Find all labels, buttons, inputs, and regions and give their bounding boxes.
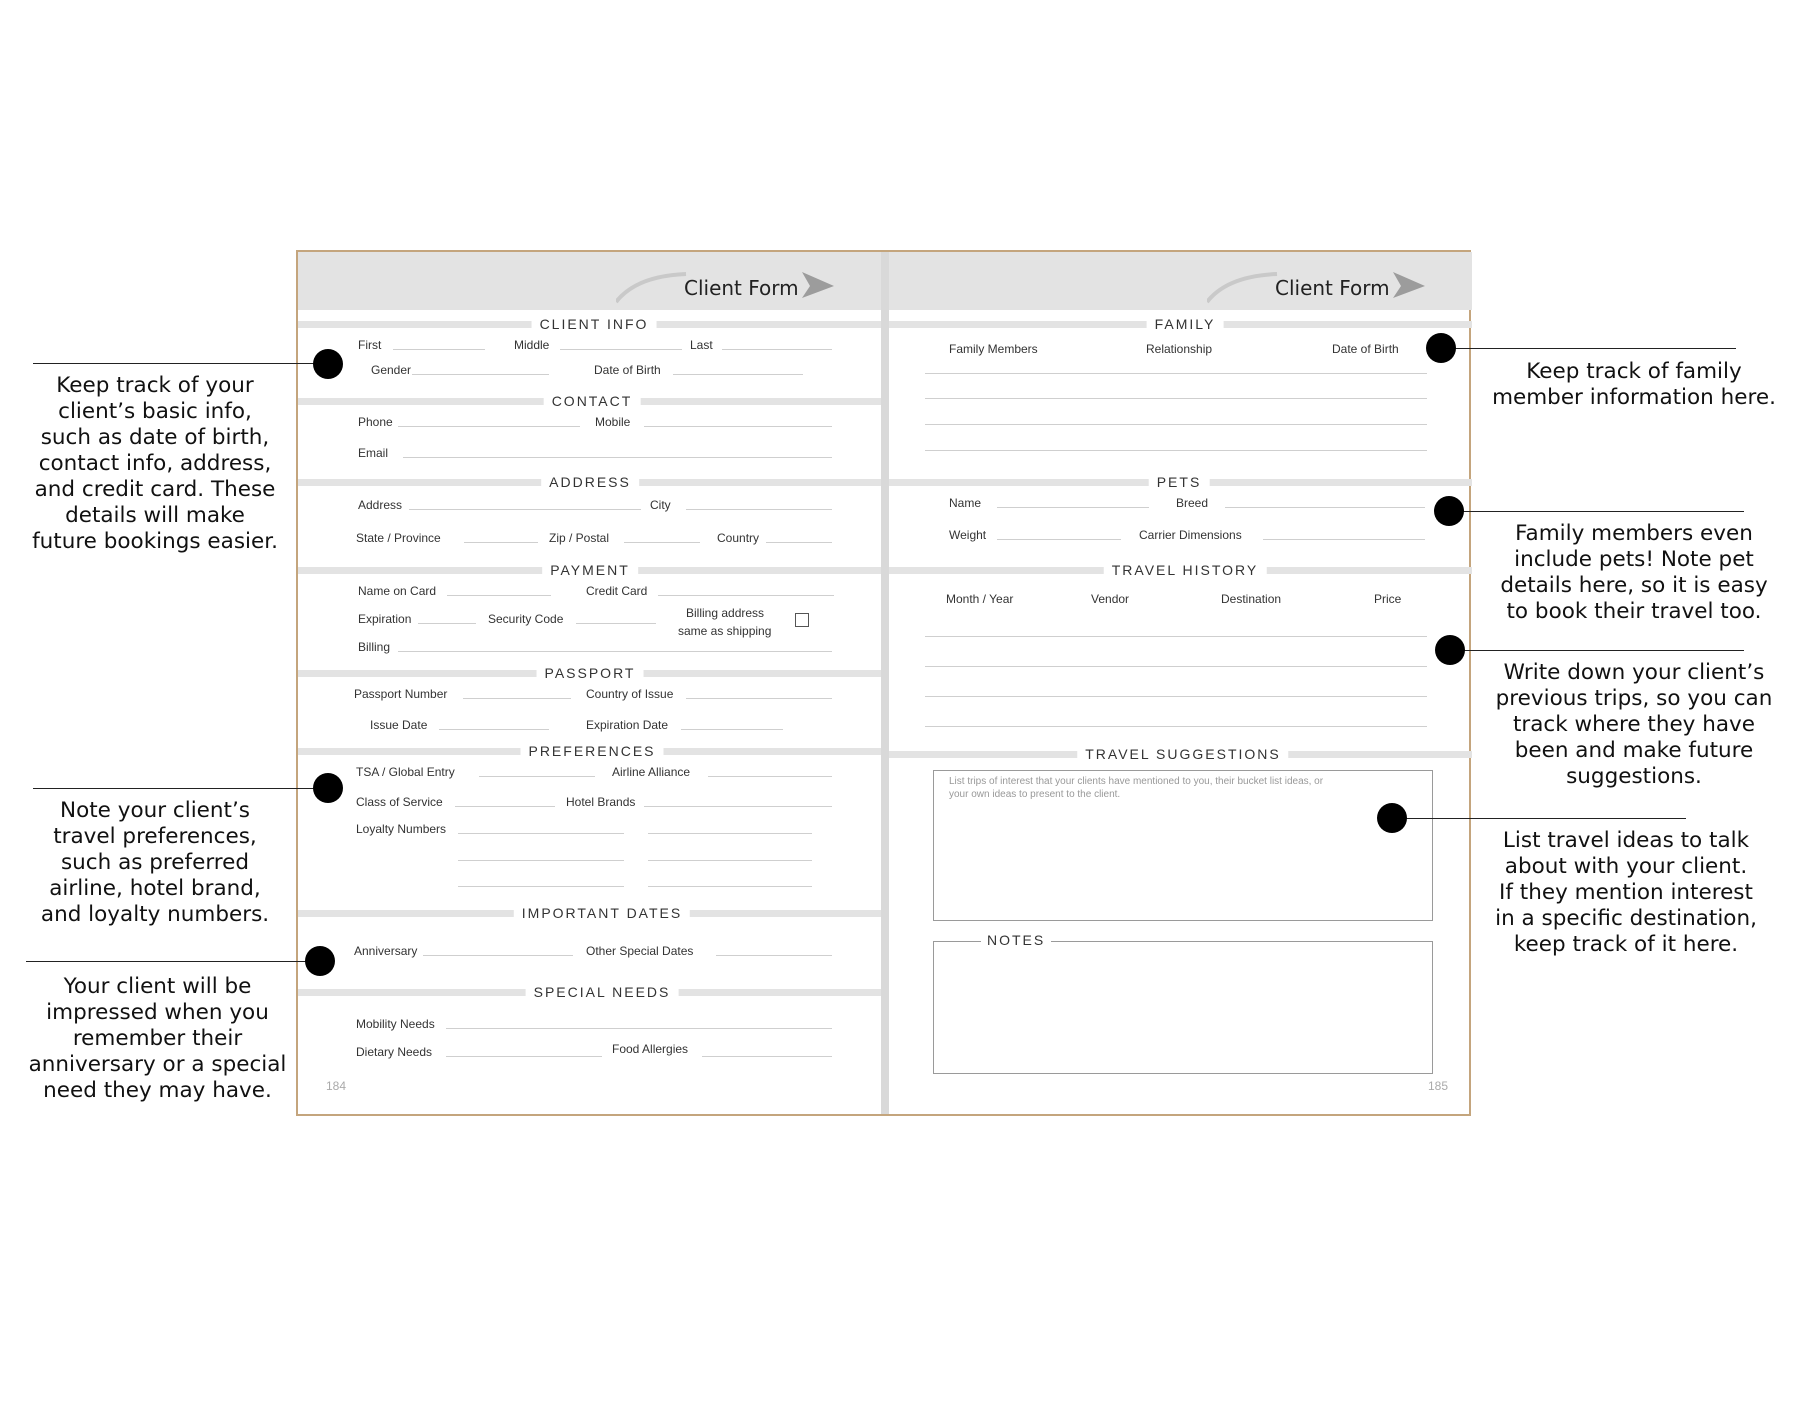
planner-spread <box>296 250 1471 1116</box>
annotation-preferences: Note your client’s travel preferences, such as preferred airline, hotel brand, and loyalty numbers. <box>40 798 270 927</box>
page-number: 185 <box>1428 1079 1449 1093</box>
family-row-3[interactable] <box>925 424 1427 425</box>
annotation-special-dates: Your client will be impressed when you remember their anniversary or a special need they may have. <box>28 974 287 1103</box>
label-tsa: TSA / Global Entry <box>356 765 455 779</box>
pointer-line-pets <box>1449 511 1744 512</box>
label-destination: Destination <box>1221 592 1282 606</box>
field-anniversary[interactable] <box>423 955 573 956</box>
field-name-on-card[interactable] <box>447 595 551 596</box>
suggestions-hint-line1: List trips of interest that your clients have mentioned to you, their bucket list ideas, or <box>949 776 1324 787</box>
label-pet-name: Name <box>949 496 982 510</box>
label-phone: Phone <box>358 415 393 429</box>
label-country: Country <box>717 531 760 545</box>
travel-suggestions-box[interactable] <box>933 770 1433 921</box>
label-state: State / Province <box>356 531 441 545</box>
field-passport-expiration[interactable] <box>681 729 783 730</box>
book-gutter <box>881 252 889 1114</box>
label-passport-expiration: Expiration Date <box>586 718 669 732</box>
field-city[interactable] <box>686 509 832 510</box>
notes-title: NOTES <box>981 932 1051 948</box>
label-email: Email <box>358 446 389 460</box>
label-dietary-needs: Dietary Needs <box>356 1045 433 1059</box>
field-phone[interactable] <box>398 426 580 427</box>
callout-dot-suggestions <box>1377 803 1407 833</box>
label-dob: Date of Birth <box>594 363 661 377</box>
annotation-basic-info: Keep track of your client’s basic info, such as date of birth, contact info, address, and credit card. These details will make future bookings easier. <box>32 373 278 554</box>
field-dietary-needs[interactable] <box>446 1056 602 1057</box>
field-middle[interactable] <box>560 349 682 350</box>
section-payment: PAYMENT <box>298 562 881 578</box>
pointer-line-family <box>1441 348 1736 349</box>
field-security-code[interactable] <box>576 623 656 624</box>
field-billing[interactable] <box>398 651 832 652</box>
annotation-history: Write down your client’s previous trips, so you can track where they have been and make future suggestions. <box>1495 660 1773 789</box>
history-row-2[interactable] <box>925 666 1427 667</box>
section-passport: PASSPORT <box>298 665 881 681</box>
field-airline-alliance[interactable] <box>708 776 832 777</box>
field-credit-card[interactable] <box>658 595 834 596</box>
field-loyalty-1[interactable] <box>458 833 624 834</box>
field-mobile[interactable] <box>644 426 832 427</box>
label-billing-same-line1: Billing address <box>686 606 765 620</box>
label-expiration: Expiration <box>358 612 412 626</box>
page-header <box>889 252 1472 310</box>
family-row-2[interactable] <box>925 398 1427 399</box>
field-tsa[interactable] <box>479 776 595 777</box>
page-title: Client Form <box>1275 276 1390 300</box>
label-billing-same-line2: same as shipping <box>678 624 772 638</box>
label-weight: Weight <box>949 528 987 542</box>
label-family-dob: Date of Birth <box>1332 342 1399 356</box>
field-breed[interactable] <box>1225 507 1425 508</box>
label-price: Price <box>1374 592 1402 606</box>
label-food-allergies: Food Allergies <box>612 1042 689 1056</box>
history-row-3[interactable] <box>925 696 1427 697</box>
billing-same-checkbox[interactable] <box>795 613 809 627</box>
label-country-of-issue: Country of Issue <box>586 687 674 701</box>
field-loyalty-2[interactable] <box>648 833 812 834</box>
label-carrier-dimensions: Carrier Dimensions <box>1139 528 1242 542</box>
field-pet-name[interactable] <box>997 507 1149 508</box>
field-food-allergies[interactable] <box>702 1056 832 1057</box>
label-relationship: Relationship <box>1146 342 1213 356</box>
field-expiration[interactable] <box>418 623 476 624</box>
section-address: ADDRESS <box>298 474 881 490</box>
label-family-members: Family Members <box>949 342 1038 356</box>
field-hotel-brands[interactable] <box>644 806 832 807</box>
section-pets: PETS <box>889 474 1472 490</box>
left-page <box>298 252 881 1114</box>
field-last[interactable] <box>722 349 832 350</box>
field-loyalty-4[interactable] <box>648 860 812 861</box>
history-row-4[interactable] <box>925 726 1427 727</box>
pointer-line-preferences <box>33 788 329 789</box>
section-important-dates: IMPORTANT DATES <box>298 905 881 921</box>
field-loyalty-3[interactable] <box>458 860 624 861</box>
label-address: Address <box>358 498 403 512</box>
label-city: City <box>650 498 671 512</box>
section-travel-history: TRAVEL HISTORY <box>889 562 1472 578</box>
field-country-of-issue[interactable] <box>686 698 832 699</box>
callout-dot-special-dates <box>305 946 335 976</box>
callout-dot-history <box>1435 635 1465 665</box>
notes-box[interactable] <box>933 941 1433 1074</box>
field-zip[interactable] <box>624 542 700 543</box>
label-class-of-service: Class of Service <box>356 795 443 809</box>
label-month-year: Month / Year <box>946 592 1014 606</box>
field-issue-date[interactable] <box>439 729 549 730</box>
field-country[interactable] <box>766 542 832 543</box>
page-header <box>298 252 881 310</box>
family-row-4[interactable] <box>925 450 1427 451</box>
field-gender[interactable] <box>412 374 549 375</box>
label-credit-card: Credit Card <box>586 584 648 598</box>
field-weight[interactable] <box>997 539 1121 540</box>
family-row-1[interactable] <box>925 373 1427 374</box>
label-mobility-needs: Mobility Needs <box>356 1017 435 1031</box>
field-loyalty-5[interactable] <box>458 886 624 887</box>
label-other-special-dates: Other Special Dates <box>586 944 694 958</box>
field-state[interactable] <box>464 542 538 543</box>
field-address[interactable] <box>409 509 641 510</box>
field-first[interactable] <box>393 349 485 350</box>
annotation-suggestions: List travel ideas to talk about with your client. If they mention interest in a specific destination, keep track of it here. <box>1495 828 1757 957</box>
pointer-line-basic-info <box>33 363 329 364</box>
label-hotel-brands: Hotel Brands <box>566 795 636 809</box>
page-title: Client Form <box>684 276 799 300</box>
field-email[interactable] <box>403 457 832 458</box>
label-zip: Zip / Postal <box>549 531 610 545</box>
label-mobile: Mobile <box>595 415 631 429</box>
label-billing: Billing <box>358 640 391 654</box>
field-passport-number[interactable] <box>463 698 571 699</box>
suggestions-hint-line2: your own ideas to present to the client. <box>949 789 1121 800</box>
section-family: FAMILY <box>889 316 1472 332</box>
label-gender: Gender <box>371 363 412 377</box>
pointer-line-suggestions <box>1392 818 1686 819</box>
label-airline-alliance: Airline Alliance <box>612 765 691 779</box>
field-dob[interactable] <box>673 374 803 375</box>
section-client-info: CLIENT INFO <box>298 316 881 332</box>
section-travel-suggestions: TRAVEL SUGGESTIONS <box>889 746 1472 762</box>
label-anniversary: Anniversary <box>354 944 418 958</box>
section-contact: CONTACT <box>298 393 881 409</box>
label-loyalty-numbers: Loyalty Numbers <box>356 822 447 836</box>
label-name-on-card: Name on Card <box>358 584 437 598</box>
annotation-pets: Family members even include pets! Note pet details here, so it is easy to book their travel too. <box>1500 521 1768 624</box>
label-first: First <box>358 338 382 352</box>
label-security-code: Security Code <box>488 612 564 626</box>
field-loyalty-6[interactable] <box>648 886 812 887</box>
right-page <box>889 252 1472 1114</box>
history-row-1[interactable] <box>925 636 1427 637</box>
label-issue-date: Issue Date <box>370 718 428 732</box>
annotation-family: Keep track of family member information here. <box>1492 359 1776 410</box>
label-last: Last <box>690 338 713 352</box>
section-preferences: PREFERENCES <box>298 743 881 759</box>
pointer-line-special-dates <box>26 961 321 962</box>
callout-dot-family <box>1426 333 1456 363</box>
label-vendor: Vendor <box>1091 592 1130 606</box>
label-passport-number: Passport Number <box>354 687 448 701</box>
pointer-line-history <box>1450 650 1744 651</box>
callout-dot-basic-info <box>313 349 343 379</box>
field-mobility-needs[interactable] <box>446 1028 832 1029</box>
field-other-special-dates[interactable] <box>716 955 832 956</box>
callout-dot-pets <box>1434 496 1464 526</box>
field-class-of-service[interactable] <box>455 806 555 807</box>
callout-dot-preferences <box>313 773 343 803</box>
label-middle: Middle <box>514 338 550 352</box>
section-special-needs: SPECIAL NEEDS <box>298 984 881 1000</box>
page-number: 184 <box>326 1079 347 1093</box>
field-carrier-dimensions[interactable] <box>1263 539 1425 540</box>
label-breed: Breed <box>1176 496 1209 510</box>
